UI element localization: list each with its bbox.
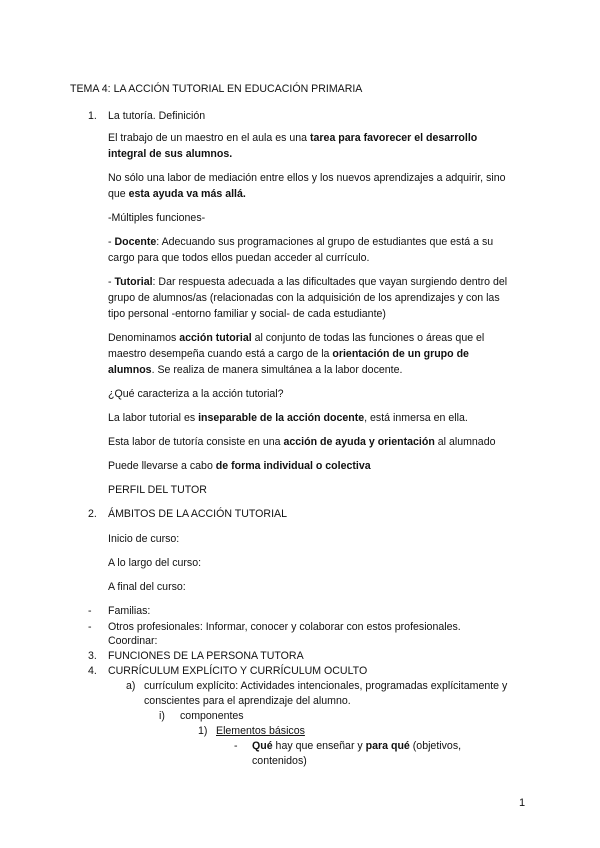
bullet-dash: - bbox=[88, 605, 92, 617]
paragraph-docente-line-2: cargo para que todos ellos puedan acceder al currículo. bbox=[108, 252, 370, 264]
sub-a-line-1: currículum explícito: Actividades intencionales, programadas explícitamente y bbox=[144, 680, 508, 692]
section-2-item: A final del curso: bbox=[108, 581, 186, 593]
paragraph-tutorial-line-2: grupo de alumnos/as (relacionadas con la adquisición de los aprendizajes y con las bbox=[108, 292, 500, 304]
paragraph-6-line-3: alumnos. Se realiza de manera simultánea a la labor docente. bbox=[108, 364, 403, 376]
bullet-dash: - bbox=[234, 740, 238, 752]
sub-a-line-2: conscientes para el aprendizaje del alumno. bbox=[144, 695, 351, 707]
paragraph-10: Puede llevarse a cabo de forma individual o colectiva bbox=[108, 460, 371, 472]
section-4-heading: CURRÍCULUM EXPLÍCITO Y CURRÍCULUM OCULTO bbox=[108, 665, 368, 677]
paragraph-2-line-2: que esta ayuda va más allá. bbox=[108, 188, 246, 200]
sub-1-text: Elementos básicos bbox=[216, 725, 305, 737]
paragraph-7: ¿Qué caracteriza a la acción tutorial? bbox=[108, 388, 284, 400]
section-1-heading: La tutoría. Definición bbox=[108, 110, 206, 122]
paragraph-9: Esta labor de tutoría consiste en una acción de ayuda y orientación al alumnado bbox=[108, 436, 496, 448]
sub-1-marker: 1) bbox=[198, 725, 208, 737]
paragraph-8: La labor tutorial es inseparable de la acción docente, está inmersa en ella. bbox=[108, 412, 468, 424]
document-title: TEMA 4: LA ACCIÓN TUTORIAL EN EDUCACIÓN PRIMARIA bbox=[70, 83, 363, 95]
paragraph-docente-line-1: - Docente: Adecuando sus programaciones al grupo de estudiantes que está a su bbox=[108, 236, 494, 248]
paragraph-3: -Múltiples funciones- bbox=[108, 212, 206, 224]
bullet-dash: - bbox=[88, 621, 92, 633]
paragraph-6-line-1: Denominamos acción tutorial al conjunto de todas las funciones o áreas que el bbox=[108, 332, 485, 344]
paragraph-tutorial-line-1: - Tutorial: Dar respuesta adecuada a las dificultades que vayan surgiendo dentro del bbox=[108, 276, 508, 288]
sub-bullet-line-1: Qué hay que enseñar y para qué (objetivos, bbox=[252, 740, 462, 752]
section-2-item: Inicio de curso: bbox=[108, 533, 180, 545]
section-2-number: 2. bbox=[88, 508, 97, 520]
section-4-number: 4. bbox=[88, 665, 97, 677]
sub-a-marker: a) bbox=[126, 680, 136, 692]
paragraph-tutorial-line-3: tipo personal -entorno familiar y social- de cada estudiante) bbox=[108, 308, 386, 320]
bullet-otros-line-1: Otros profesionales: Informar, conocer y colaborar con estos profesionales. bbox=[108, 621, 461, 633]
paragraph-6-line-2: maestro desempeña cuando está a cargo de la orientación de un grupo de bbox=[108, 348, 469, 360]
paragraph-1-line-1: El trabajo de un maestro en el aula es una tarea para favorecer el desarrollo bbox=[108, 132, 478, 144]
page-number: 1 bbox=[519, 797, 526, 809]
section-2-item: A lo largo del curso: bbox=[108, 557, 202, 569]
paragraph-11: PERFIL DEL TUTOR bbox=[108, 484, 207, 496]
sub-i-marker: i) bbox=[159, 710, 165, 722]
bullet-familias: Familias: bbox=[108, 605, 151, 617]
section-1-number: 1. bbox=[88, 110, 97, 122]
sub-bullet-line-2: contenidos) bbox=[252, 755, 307, 767]
section-3-heading: FUNCIONES DE LA PERSONA TUTORA bbox=[108, 650, 304, 662]
sub-i-text: componentes bbox=[180, 710, 244, 722]
bullet-otros-line-2: Coordinar: bbox=[108, 635, 158, 647]
paragraph-2-line-1: No sólo una labor de mediación entre ellos y los nuevos aprendizajes a adquirir, sino bbox=[108, 172, 506, 184]
section-2-heading: ÁMBITOS DE LA ACCIÓN TUTORIAL bbox=[108, 508, 287, 520]
paragraph-1-line-2: integral de sus alumnos. bbox=[108, 148, 233, 160]
section-3-number: 3. bbox=[88, 650, 97, 662]
